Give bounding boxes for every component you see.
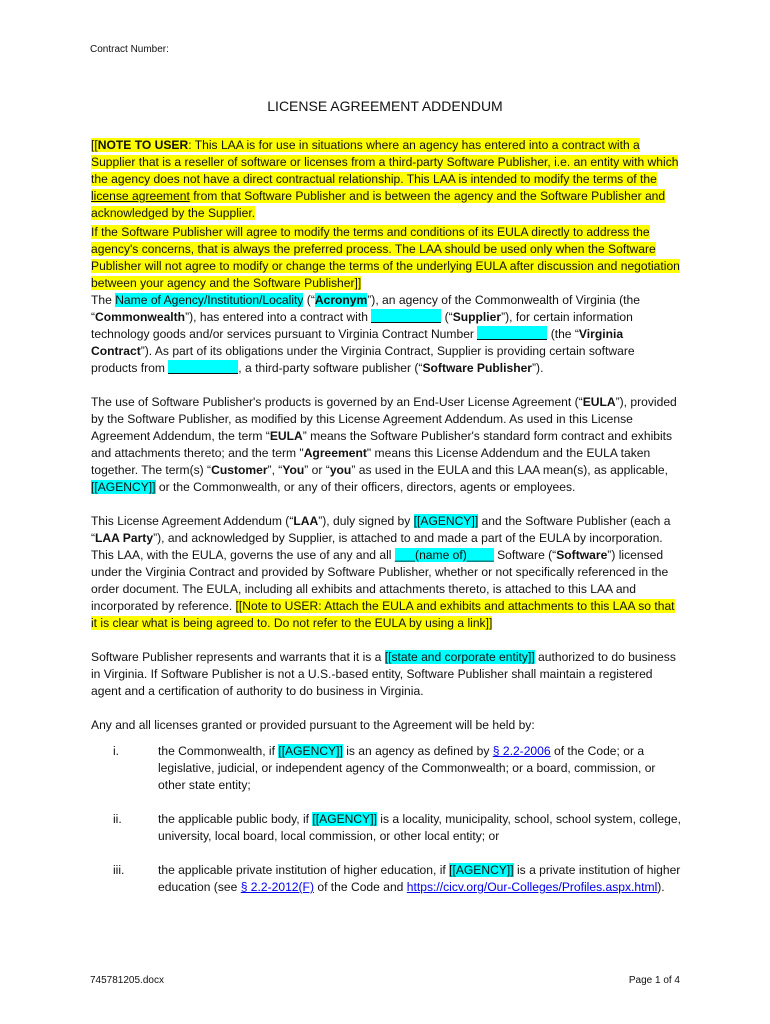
preferred-process-note <box>91 224 683 292</box>
text: ”). <box>532 361 544 375</box>
supplier-name-blank[interactable] <box>371 309 441 323</box>
attach-eula-note: [[Note to USER: Attach the EULA and exhibits and attachments to this LAA so that it is clear what is being agreed to. Do not refer to the EULA by using a link]] <box>91 599 675 630</box>
text: (the “ <box>547 327 579 341</box>
contract-number-blank[interactable] <box>477 326 547 340</box>
text: ”), an agency of the Commonwealth of Virginia (the “ <box>91 293 640 324</box>
acronym-field[interactable]: Acronym <box>314 293 368 307</box>
text: ” means the Software Publisher's standard form contract and exhibits and attachments thereto; and the term " <box>91 429 673 460</box>
text: " means this License Addendum and the EULA taken together. The term(s) “ <box>91 446 651 477</box>
document-title: LICENSE AGREEMENT ADDENDUM <box>267 98 503 114</box>
text: of the Code; or a legislative, judicial, or independent agency of the Commonwealth; or a board, commission, or other state entity; <box>158 744 656 792</box>
publisher-name-blank[interactable] <box>168 360 238 374</box>
defined-term: LAA Party <box>95 531 154 545</box>
code-section-link[interactable]: § 2.2-2006 <box>492 744 551 758</box>
note-to-user-paragraph <box>91 137 683 222</box>
parties-paragraph <box>91 292 683 377</box>
text: The <box>91 293 116 307</box>
defined-term: Supplier <box>452 310 502 324</box>
text: The use of Software Publisher's products is governed by an End-User License Agreement (“ <box>91 395 583 409</box>
eula-paragraph <box>91 394 683 496</box>
agency-field[interactable]: [[AGENCY]] <box>278 744 343 758</box>
defined-term: Agreement <box>303 446 367 460</box>
text: the applicable public body, if <box>158 812 313 826</box>
agency-name-field[interactable]: Name of Agency/Institution/Locality <box>115 293 304 307</box>
note-text-1: : This LAA is for use in situations where an agency has entered into a contract with a Supplier that is a reseller of software or licenses from a third-party Software Publisher, i.e. an entity with which the agency does not have a direct contractual relationship. This LAA is intended to modify the terms of the <box>91 138 679 186</box>
note-label: NOTE TO USER <box>97 138 189 152</box>
text: authorized to do business in Virginia. If Software Publisher is not a U.S.-based entity, Software Publisher shall maintain a registered agent and a certification of authority to do business in Virginia. <box>91 650 676 698</box>
text: , a third-party software publisher (“ <box>238 361 423 375</box>
text: ”) licensed under the Virginia Contract and provided by Software Publisher, whether or not specifically referenced in the order document. The EULA, including all exhibits and attachments thereto, is attached to this LAA and incorporated by reference. <box>91 548 669 613</box>
text: ”, “ <box>267 463 283 477</box>
text: of the Code and <box>313 880 407 894</box>
list-item-text <box>158 743 683 794</box>
list-number: iii. <box>113 863 125 877</box>
list-number: ii. <box>113 812 122 826</box>
laa-paragraph <box>91 513 683 632</box>
agency-field[interactable]: [[AGENCY]] <box>91 480 156 494</box>
text: ”), for certain information technology goods and/or services pursuant to Virginia Contract Number <box>91 310 633 341</box>
preferred-process-text: If the Software Publisher will agree to modify the terms and conditions of its EULA directly to address the agency's concerns, that is always the preferred process. The LAA should be used only when the Software Publisher will not agree to modify or change the terms of the underlying EULA after discussion and negotiation between your agency and the Software Publisher]] <box>91 225 680 290</box>
defined-term: Software <box>556 548 608 562</box>
text: the Commonwealth, if <box>158 744 279 758</box>
text: or the Commonwealth, or any of their officers, directors, agents or employees. <box>155 480 576 494</box>
text: Software (“ <box>493 548 557 562</box>
note-text-2: from that Software Publisher and is between the agency and the Software Publisher and acknowledged by the Supplier. <box>91 189 666 220</box>
text: ”), has entered into a contract with <box>185 310 372 324</box>
text: is a locality, municipality, school, school system, college, university, local board, local commission, or other local entity; or <box>158 812 681 843</box>
list-number: i. <box>113 744 120 758</box>
text: This License Agreement Addendum (“ <box>91 514 294 528</box>
text: and the Software Publisher (each a “ <box>91 514 671 545</box>
note-open-bracket: [[ <box>91 138 98 152</box>
footer-filename: 745781205.docx <box>90 975 164 986</box>
defined-term: Software Publisher <box>422 361 533 375</box>
text: (“ <box>441 310 453 324</box>
list-item <box>91 811 683 845</box>
defined-term: EULA <box>269 429 303 443</box>
license-agreement-link[interactable]: license agreement <box>91 189 190 203</box>
document-body <box>91 137 683 896</box>
defined-term: you <box>329 463 352 477</box>
representations-paragraph <box>91 649 683 700</box>
text: ”), provided by the Software Publisher, as modified by this License Agreement Addendum. As used in this License Agreement Addendum, the term “ <box>91 395 677 443</box>
text: is an agency as defined by <box>342 744 493 758</box>
text: is a private institution of higher education (see <box>158 863 681 894</box>
text: ”), duly signed by <box>318 514 414 528</box>
code-section-link[interactable]: § 2.2-2012(F) <box>240 880 314 894</box>
defined-term: Virginia Contract <box>91 327 624 358</box>
text: Software Publisher represents and warrants that it is a <box>91 650 385 664</box>
cicv-profiles-link[interactable]: https://cicv.org/Our-Colleges/Profiles.aspx.html <box>406 880 658 894</box>
licenses-held-paragraph: Any and all licenses granted or provided pursuant to the Agreement will be held by: <box>91 718 535 732</box>
licenses-list <box>91 743 683 896</box>
text: ” or “ <box>304 463 330 477</box>
agency-field[interactable]: [[AGENCY]] <box>312 812 377 826</box>
defined-term: EULA <box>582 395 616 409</box>
defined-term: LAA <box>293 514 319 528</box>
defined-term: You <box>282 463 305 477</box>
entity-field[interactable]: [[state and corporate entity]] <box>384 650 535 664</box>
text: the applicable private institution of higher education, if <box>158 863 450 877</box>
list-item <box>91 862 683 896</box>
list-item-text <box>158 811 683 845</box>
agency-field[interactable]: [[AGENCY]] <box>449 863 514 877</box>
contract-number-label: Contract Number: <box>90 44 169 55</box>
text: ”), and acknowledged by Supplier, is attached to and made a part of the EULA by incorporation. This LAA, with the EULA, governs the use of any and all <box>91 531 663 562</box>
text: ). <box>657 880 665 894</box>
list-item-text <box>158 862 683 896</box>
software-name-field[interactable]: ___(name of)____ <box>394 548 494 562</box>
list-item <box>91 743 683 794</box>
text: ”). As part of its obligations under the Virginia Contract, Supplier is providing certain software products from <box>91 344 635 375</box>
text: ” as used in the EULA and this LAA mean(s), as applicable, <box>351 463 668 477</box>
text: (“ <box>303 293 315 307</box>
defined-term: Commonwealth <box>95 310 186 324</box>
agency-field[interactable]: [[AGENCY]] <box>413 514 479 528</box>
defined-term: Customer <box>211 463 268 477</box>
footer-page-number: Page 1 of 4 <box>628 975 680 986</box>
